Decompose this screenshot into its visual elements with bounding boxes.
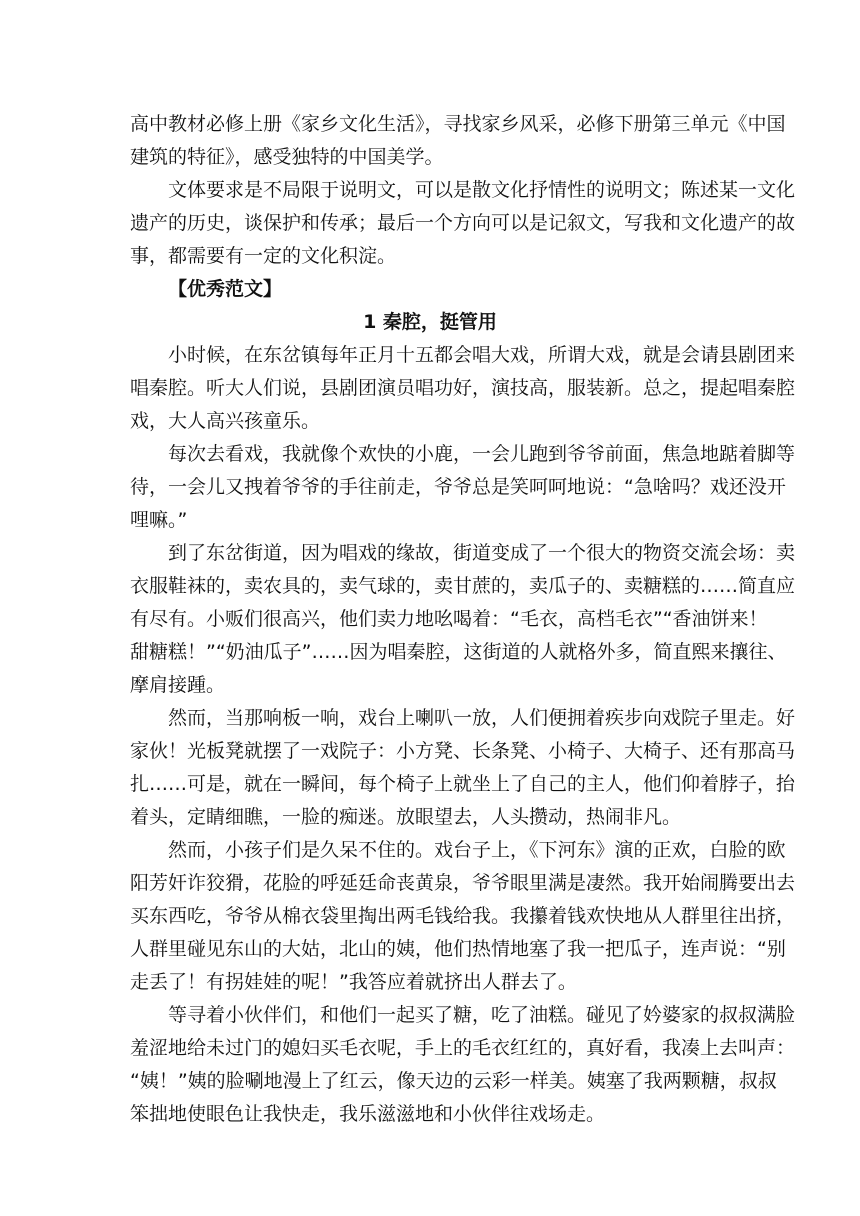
text-line: 衣服鞋袜的，卖农具的，卖气球的，卖甘蔗的，卖瓜子的、卖糖糕的……简直应: [130, 575, 796, 597]
essay-paragraph-6: [130, 999, 796, 1131]
essay-paragraph-5: [130, 834, 796, 999]
section-heading: 【优秀范文】: [168, 278, 283, 300]
text-line: 人群里碰见东山的大姑，北山的姨，他们热情地塞了我一把瓜子，连声说：“别: [130, 938, 786, 960]
text-line: 扎……可是，就在一瞬间，每个椅子上就坐上了自己的主人，他们仰着脖子，抬: [130, 773, 796, 795]
essay-paragraph-2: [130, 438, 796, 537]
text-line: 文体要求是不局限于说明文，可以是散文化抒情性的说明文；陈述某一文化: [168, 179, 796, 201]
intro-paragraph-2: [130, 174, 796, 273]
text-line: 哩嘛。”: [130, 509, 188, 531]
text-line: 笨拙地使眼色让我快走，我乐滋滋地和小伙伴往戏场走。: [130, 1103, 606, 1125]
text-line: 戏，大人高兴孩童乐。: [130, 410, 321, 432]
text-line: 唱秦腔。听大人们说，县剧团演员唱功好，演技高，服装新。总之，提起唱秦腔: [130, 377, 796, 399]
text-line: 事，都需要有一定的文化积淀。: [130, 245, 397, 267]
text-line: 甜糖糕！”“奶油瓜子”……因为唱秦腔，这街道的人就格外多，简直熙来攘往、: [130, 641, 787, 663]
text-line: 高中教材必修上册《家乡文化生活》，寻找家乡风采，必修下册第三单元《中国: [130, 113, 786, 135]
text-line: 着头，定睛细瞧，一脸的痴迷。放眼望去，人头攒动，热闹非凡。: [130, 806, 682, 828]
text-line: 走丢了！有拐娃娃的呢！”我答应着就挤出人群去了。: [130, 971, 577, 993]
text-line: 建筑的特征》，感受独特的中国美学。: [130, 146, 444, 168]
text-line: 然而，小孩子们是久呆不住的。戏台子上，《下河东》演的正欢，白脸的欧: [168, 839, 786, 861]
text-line: 羞涩地给未过门的媳妇买毛衣呢，手上的毛衣红红的，真好看，我凑上去叫声：: [130, 1037, 796, 1059]
text-line: 等寻着小伙伴们，和他们一起买了糖，吃了油糕。碰见了妗婆家的叔叔满脸: [168, 1004, 796, 1026]
essay-paragraph-1: [130, 339, 796, 438]
text-line: 然而，当那响板一响，戏台上喇叭一放，人们便拥着疾步向戏院子里走。好: [168, 707, 796, 729]
text-line: 每次去看戏，我就像个欢快的小鹿，一会儿跑到爷爷前面，焦急地踮着脚等: [168, 443, 796, 465]
text-line: “姨！”姨的脸唰地漫上了红云，像天边的云彩一样美。姨塞了我两颗糖，叔叔: [130, 1070, 777, 1092]
essay-title: 1 秦腔，挺管用: [363, 311, 497, 333]
text-line: 有尽有。小贩们很高兴，他们卖力地吆喝着：“毛衣，高档毛衣”“香油饼来！: [130, 608, 768, 630]
text-line: 到了东岔街道，因为唱戏的缘故，街道变成了一个很大的物资交流会场：卖: [168, 542, 796, 564]
text-line: 摩肩接踵。: [130, 674, 226, 696]
text-line: 遗产的历史，谈保护和传承；最后一个方向可以是记叙文，写我和文化遗产的故: [130, 212, 796, 234]
text-line: 买东西吃，爷爷从棉衣袋里掏出两毛钱给我。我攥着钱欢快地从人群里往出挤，: [130, 905, 796, 927]
text-line: 待，一会儿又拽着爷爷的手往前走，爷爷总是笑呵呵地说：“急啥吗？戏还没开: [130, 476, 786, 498]
text-line: 阳芳奸诈狡猾，花脸的呼延廷命丧黄泉，爷爷眼里满是凄然。我开始闹腾要出去: [130, 872, 796, 894]
text-line: 家伙！光板凳就摆了一戏院子：小方凳、长条凳、小椅子、大椅子、还有那高马: [130, 740, 796, 762]
essay-paragraph-3: [130, 537, 796, 702]
document-page: [130, 108, 796, 1131]
essay-paragraph-4: [130, 702, 796, 834]
text-line: 小时候，在东岔镇每年正月十五都会唱大戏，所谓大戏，就是会请县剧团来: [168, 344, 796, 366]
intro-paragraph-1: [130, 108, 786, 174]
